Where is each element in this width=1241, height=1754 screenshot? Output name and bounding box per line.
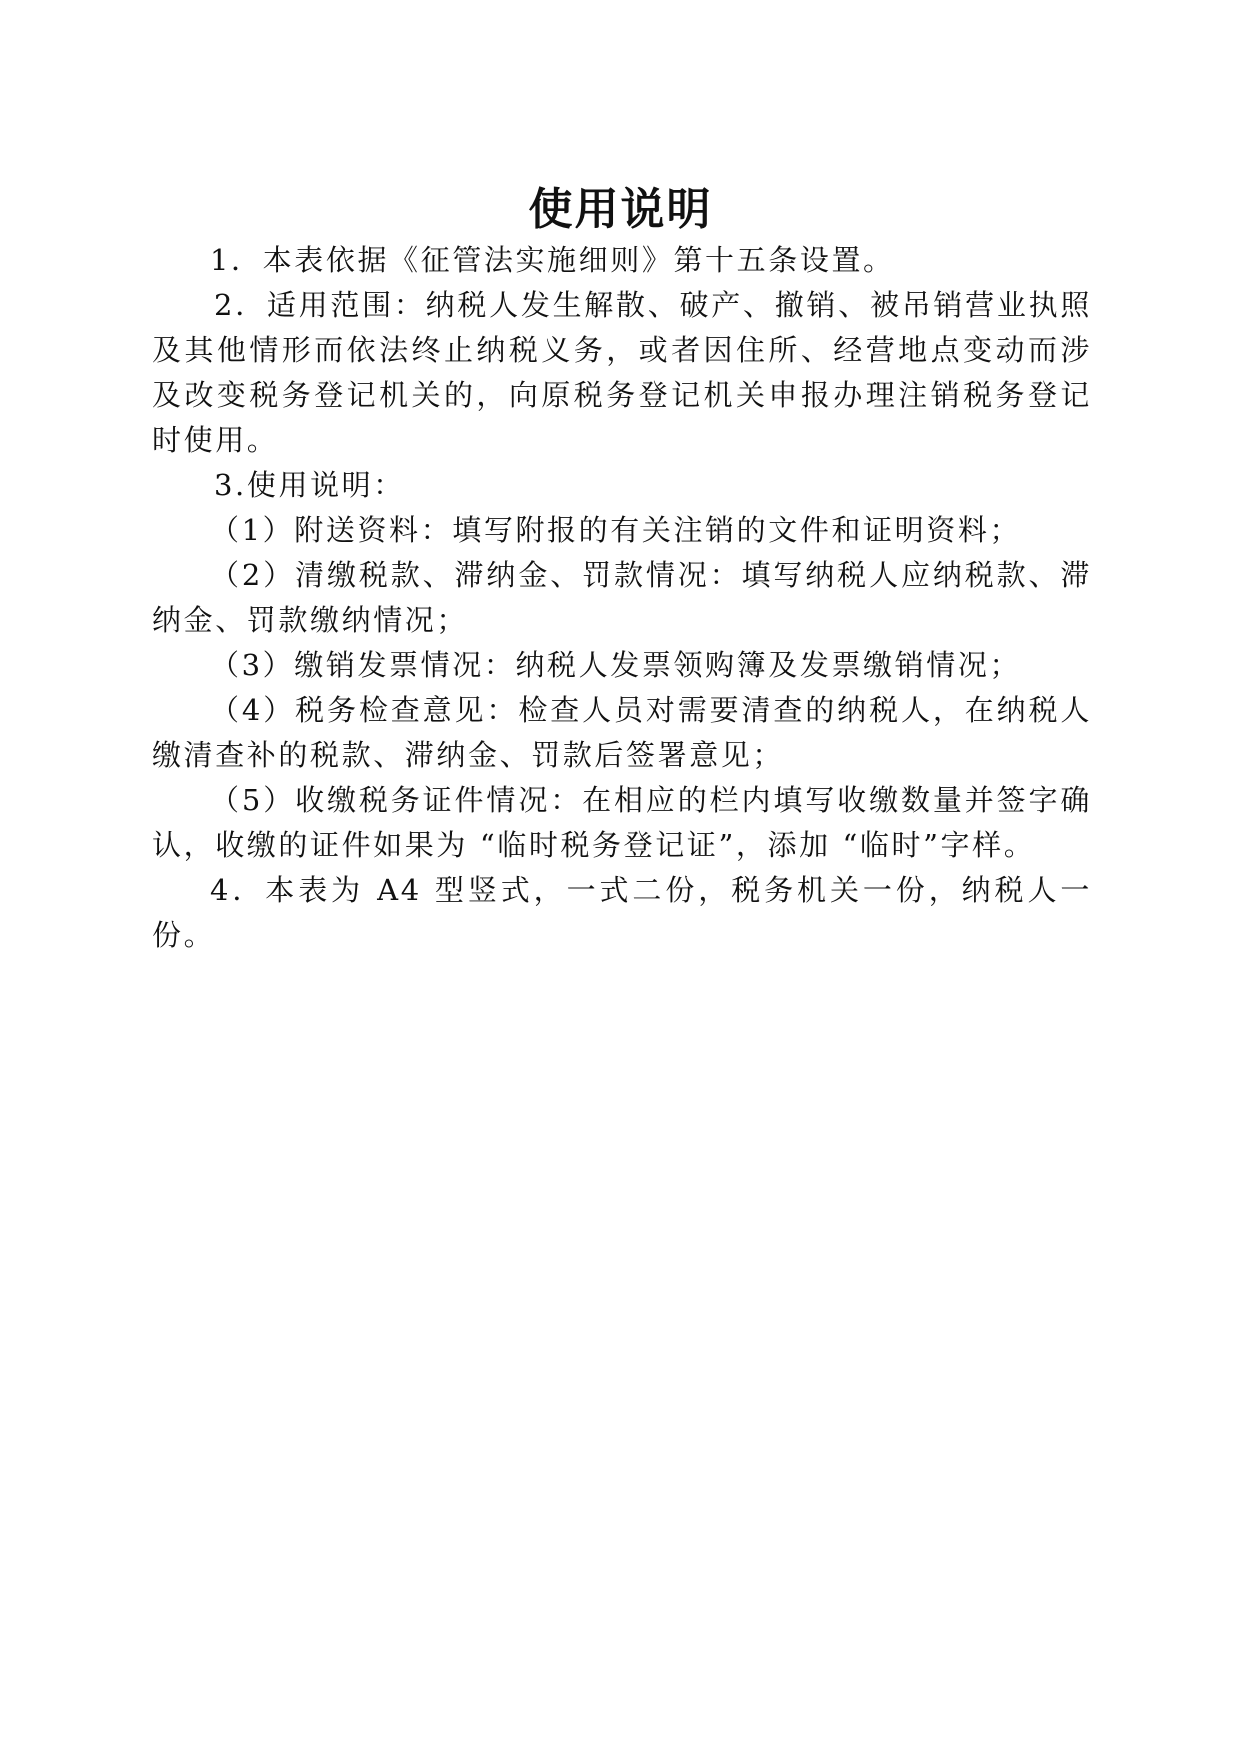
paragraph-scope: 2．适用范围：纳税人发生解散、破产、撤销、被吊销营业执照及其他情形而依法终止纳税义务，或者因住所、经营地点变动而涉及改变税务登记机关的，向原税务登记机关申报办理注销税务登记时使用。	[152, 288, 1092, 457]
paragraph-item-2: （2）清缴税款、滞纳金、罚款情况：填写纳税人应纳税款、滞纳金、罚款缴纳情况；	[152, 558, 1092, 637]
paragraph-item-1: （1）附送资料：填写附报的有关注销的文件和证明资料；	[210, 513, 1022, 547]
paragraph-format: 4．本表为 A4 型竖式，一式二份，税务机关一份，纳税人一份。	[152, 873, 1092, 952]
paragraph-basis: 1．本表依据《征管法实施细则》第十五条设置。	[210, 243, 895, 277]
instructions-body	[152, 238, 1092, 958]
paragraph-item-4: （4）税务检查意见：检查人员对需要清查的纳税人，在纳税人缴清查补的税款、滞纳金、罚款后签署意见；	[152, 693, 1092, 772]
paragraph-usage-heading: 3.使用说明：	[214, 468, 405, 502]
paragraph-item-5: （5）收缴税务证件情况：在相应的栏内填写收缴数量并签字确认，收缴的证件如果为 “临时税务登记证”，添加 “临时”字样。	[152, 783, 1092, 862]
page-title: 使用说明	[528, 184, 713, 235]
paragraph-item-3: （3）缴销发票情况：纳税人发票领购簿及发票缴销情况；	[210, 648, 1022, 682]
